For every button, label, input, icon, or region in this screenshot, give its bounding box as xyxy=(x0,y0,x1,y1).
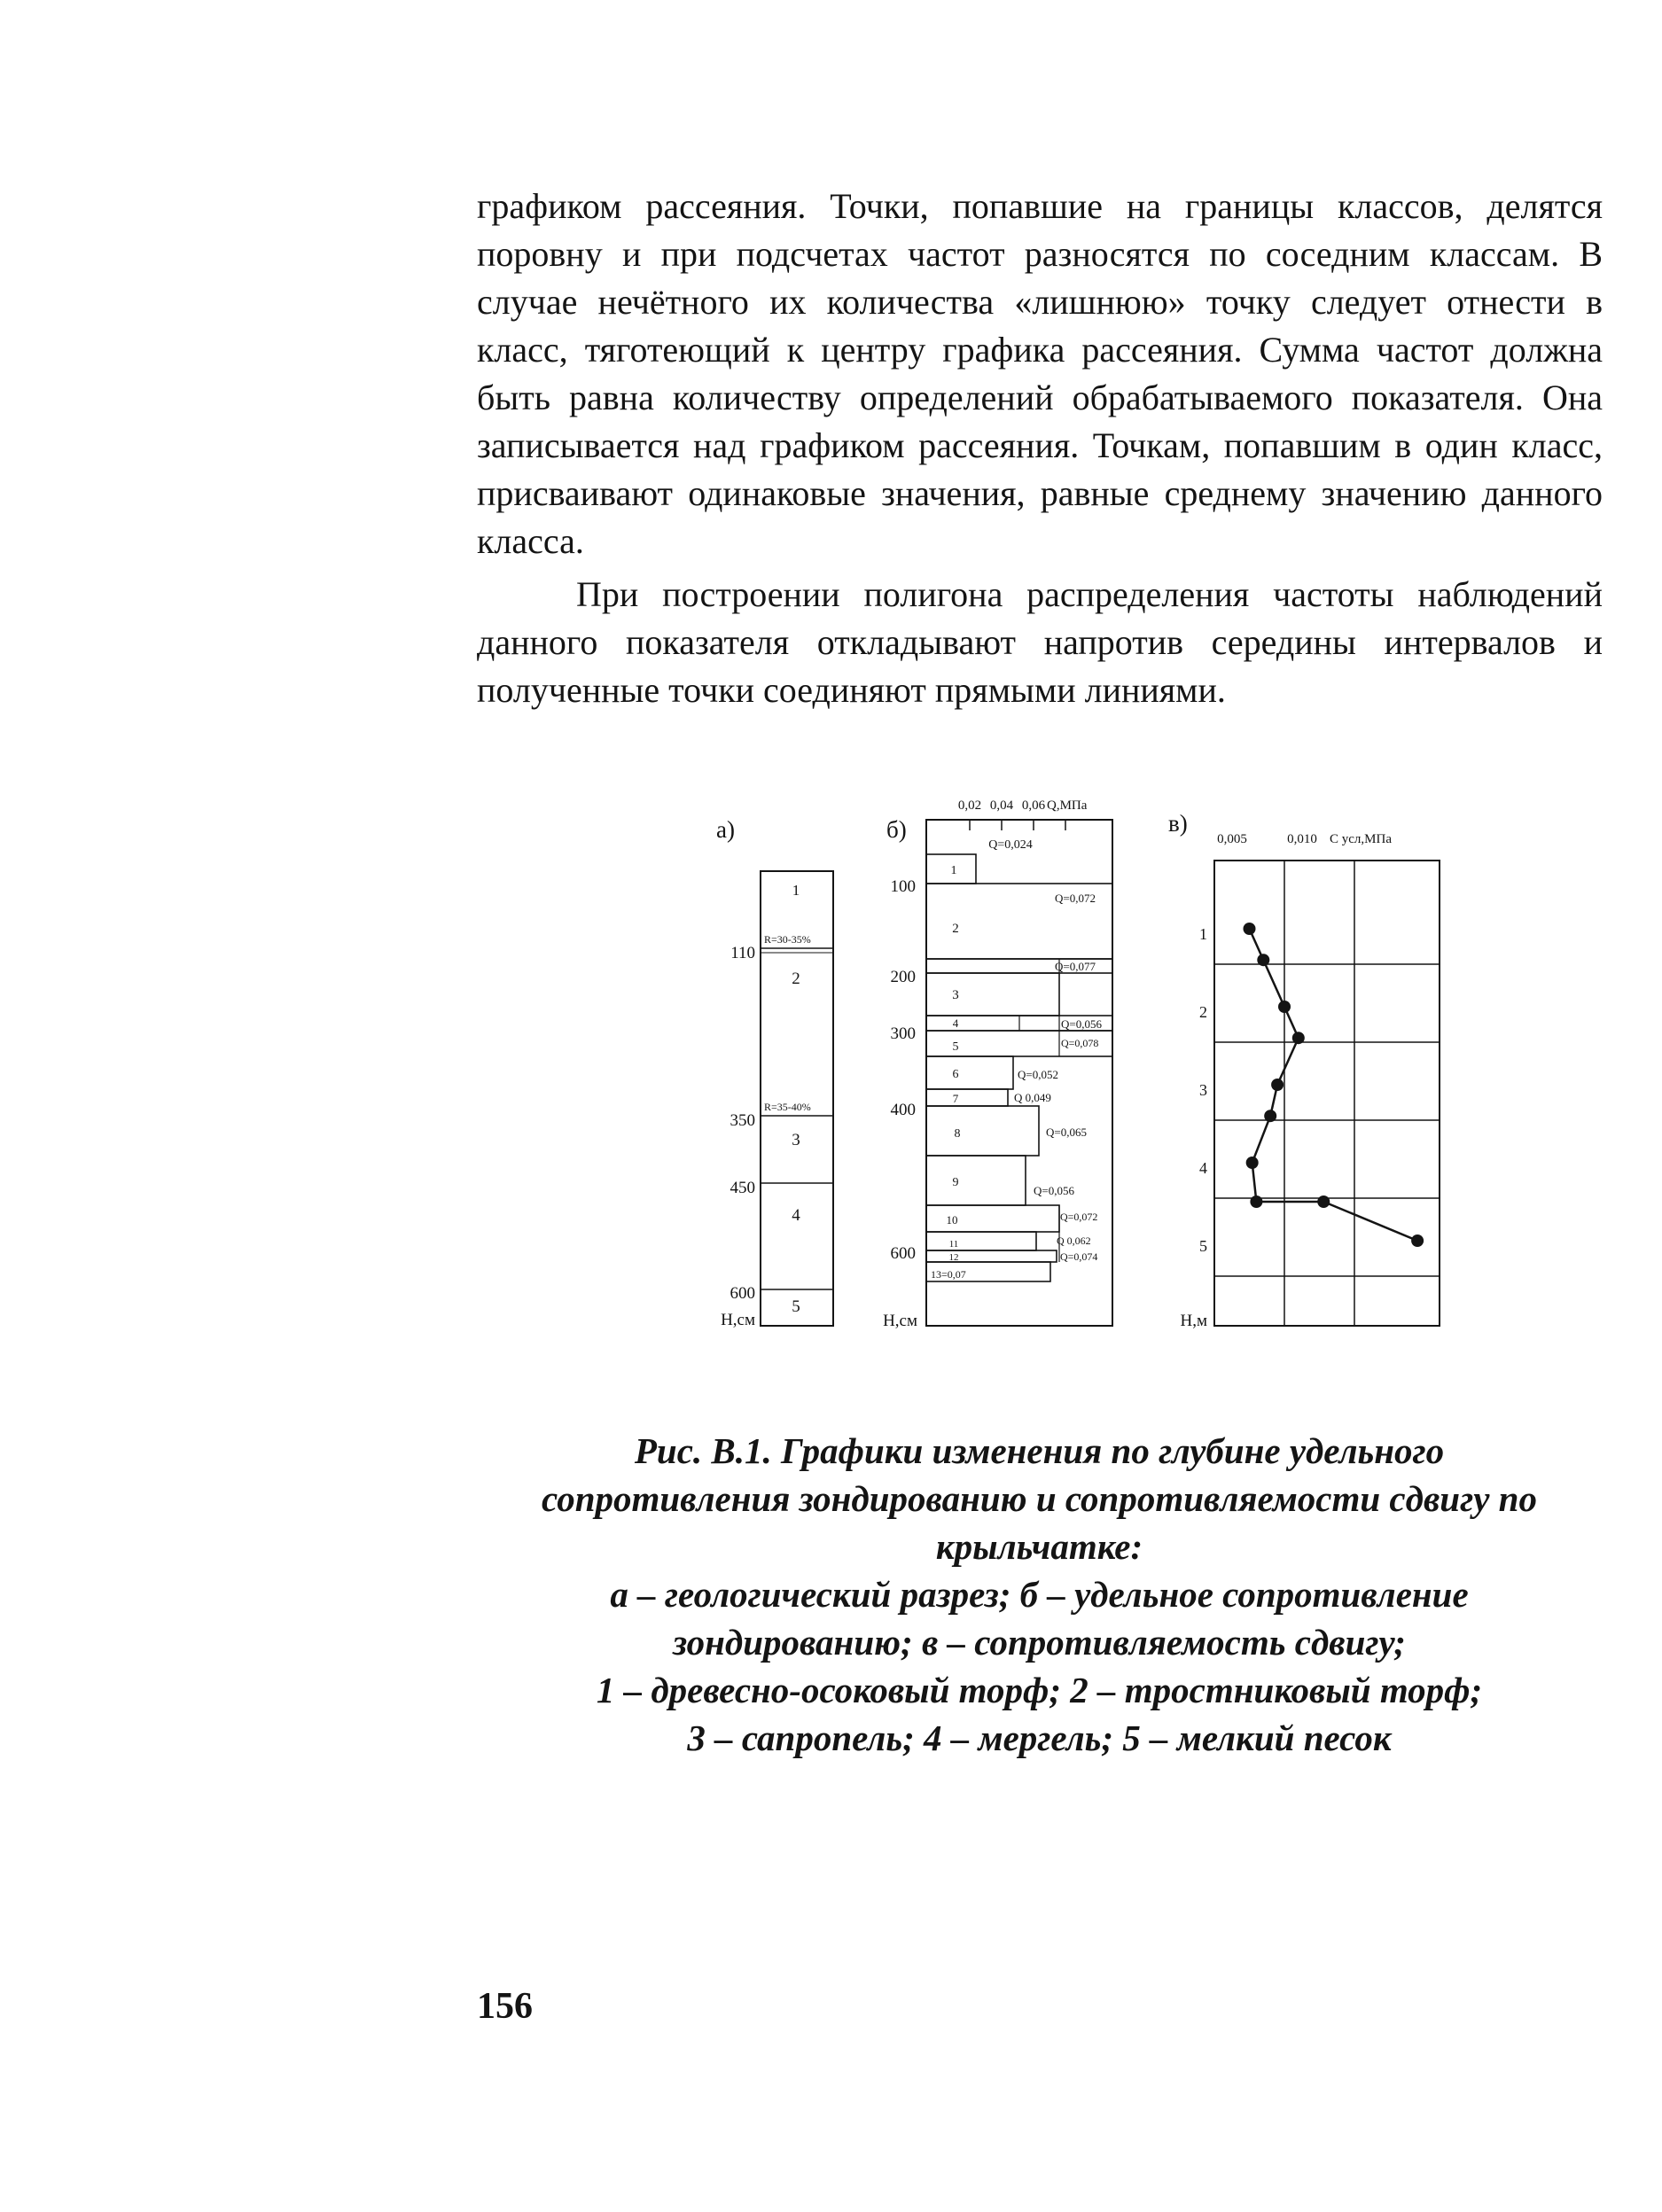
page-number: 156 xyxy=(477,1986,533,2027)
panel-b-interval-bar xyxy=(926,973,1059,1016)
panel-v-profile-point xyxy=(1271,1079,1284,1091)
panel-b-interval-bar xyxy=(926,1106,1039,1156)
panel-b-interval-number: 4 xyxy=(952,1016,959,1030)
caption-line: а – геологический разрез; б – удельное сопротивление xyxy=(610,1574,1469,1615)
panel-b-q-label: Q=0,072 xyxy=(1060,1211,1098,1223)
panel-v-profile-point xyxy=(1317,1196,1330,1208)
panel-v-profile-point xyxy=(1278,1001,1291,1013)
panel-b-x-tick: 0,02 xyxy=(957,798,982,813)
panel-v-depth-tick: 1 xyxy=(1199,925,1207,943)
panel-b-interval-number: 5 xyxy=(952,1040,959,1054)
panel-b-sounding-resistance xyxy=(883,798,1112,1330)
panel-b-interval-bar xyxy=(926,1089,1008,1106)
panel-b-q-label: Q=0,072 xyxy=(1055,892,1096,905)
panel-v-x-tick: 0,005 xyxy=(1217,832,1247,846)
panel-b-q-label: Q=0,065 xyxy=(1046,1125,1087,1139)
panel-a-layer-note: R=30-35% xyxy=(764,933,811,946)
panel-v-profile-point xyxy=(1257,954,1269,966)
caption-line: 1 – древесно-осоковый торф; 2 – тростниковый торф; xyxy=(596,1670,1483,1710)
panel-b-interval-number: 6 xyxy=(952,1068,959,1081)
panel-b-q-label: Q=0,052 xyxy=(1018,1068,1058,1081)
panel-v-x-unit: С усл,МПа xyxy=(1330,832,1392,846)
panel-b-label: б) xyxy=(886,816,907,843)
body-paragraph-2: При построении полигона распределения частоты наблюдений данного показателя откладывают напротив середины интервалов и полученные точки соединяют прямыми линиями. xyxy=(477,574,1603,710)
panel-b-q-label: Q=0,056 xyxy=(1034,1184,1074,1197)
caption-line: сопротивления зондированию и сопротивляемости сдвигу по xyxy=(542,1478,1537,1519)
caption-line: зондированию; в – сопротивляемость сдвигу; xyxy=(673,1622,1406,1663)
panel-v-profile-point xyxy=(1264,1110,1276,1122)
panel-v-depth-tick: 3 xyxy=(1199,1081,1207,1099)
panel-b-depth-label: 100 xyxy=(890,877,916,896)
panel-b-interval-number: 3 xyxy=(952,988,959,1002)
panel-v-label: в) xyxy=(1168,810,1188,837)
panel-a-geologic-section xyxy=(716,816,833,1329)
panel-b-interval-number: 8 xyxy=(954,1127,961,1141)
panel-b-q-label: Q=0,077 xyxy=(1055,960,1096,973)
panel-v-profile-point xyxy=(1246,1157,1259,1169)
panel-b-interval-number: 10 xyxy=(946,1213,958,1227)
panel-b-interval-number: 7 xyxy=(952,1092,959,1105)
panel-a-y-unit: Н,см xyxy=(721,1311,755,1329)
panel-b-q-label: Q=0,024 xyxy=(988,838,1033,852)
panel-b-q-label: Q 0,062 xyxy=(1057,1235,1091,1247)
panel-a-layer-number: 3 xyxy=(792,1131,800,1149)
panel-a-layer-number: 1 xyxy=(792,882,800,899)
panel-b-y-unit: Н,см xyxy=(883,1312,917,1330)
panel-v-depth-tick: 5 xyxy=(1199,1237,1207,1255)
panel-b-interval-number: 9 xyxy=(952,1176,959,1189)
panel-b-interval-number: 12 xyxy=(948,1252,959,1263)
panel-b-q-label: Q=0,056 xyxy=(1061,1017,1102,1031)
panel-b-interval-bar xyxy=(926,1056,1013,1089)
panel-b-depth-label: 300 xyxy=(890,1024,916,1043)
panel-a-layer-number: 5 xyxy=(792,1297,800,1316)
panel-b-depth-label: 400 xyxy=(890,1101,916,1119)
panel-v-profile-point xyxy=(1411,1235,1424,1247)
panel-b-depth-label: 200 xyxy=(890,968,916,986)
caption-line: Рис. В.1. Графики изменения по глубине удельного xyxy=(634,1430,1445,1471)
figure-caption xyxy=(479,1427,1600,1762)
panel-b-x-tick: 0,04 xyxy=(989,798,1014,813)
panel-a-depth-label: 110 xyxy=(730,944,755,962)
panel-v-y-unit: Н,м xyxy=(1180,1312,1207,1330)
panel-b-interval-bar xyxy=(926,1156,1026,1205)
panel-b-interval-number: 1 xyxy=(950,864,957,877)
panel-b-interval-number: 11 xyxy=(948,1239,959,1250)
panel-a-label: а) xyxy=(716,816,735,843)
panel-b-q-label: Q=0,078 xyxy=(1061,1037,1099,1049)
panel-b-depth-label: 600 xyxy=(890,1244,916,1263)
caption-line: 3 – сапропель; 4 – мергель; 5 – мелкий песок xyxy=(687,1717,1392,1758)
panel-v-profile-point xyxy=(1292,1032,1305,1044)
panel-v-depth-tick: 4 xyxy=(1199,1159,1207,1177)
panel-a-layer-number: 4 xyxy=(792,1206,800,1225)
panel-v-profile-point xyxy=(1244,923,1256,935)
panel-b-interval-bar xyxy=(926,1250,1057,1262)
panel-v-profile-point xyxy=(1250,1196,1262,1208)
panel-a-layer-note: R=35-40% xyxy=(764,1101,811,1113)
panel-b-x-tick: 0,06 xyxy=(1021,798,1046,813)
body-paragraph-1: графиком рассеяния. Точки, попавшие на границы классов, делятся поровну и при подсчетах частот разносятся по соседним классам. В случае нечётного их количества «лишнюю» точку следует отнести в класс, тяготеющий к центру графика рассеяния. Сумма частот должна быть равна количеству определений обрабатываемого показателя. Она записывается над графиком рассеяния. Точкам, попавшим в один класс, присваивают одинаковые значения, равные среднему значению данного класса. xyxy=(477,186,1603,561)
panel-b-q-label: Q 0,049 xyxy=(1014,1091,1051,1104)
panel-v-depth-tick: 2 xyxy=(1199,1003,1207,1021)
panel-a-layer-number: 2 xyxy=(792,970,800,988)
panel-b-q-label: Q=0,074 xyxy=(1060,1250,1098,1263)
panel-a-depth-label: 600 xyxy=(730,1284,755,1303)
panel-v-shear-resistance xyxy=(1168,810,1440,1330)
panel-v-x-tick: 0,010 xyxy=(1287,832,1317,846)
caption-line: крыльчатке: xyxy=(935,1526,1143,1567)
panel-a-depth-label: 350 xyxy=(730,1111,755,1130)
panel-b-x-unit: Q,МПа xyxy=(1047,798,1088,813)
panel-b-interval-bar xyxy=(926,1232,1036,1250)
panel-b-interval-number: 2 xyxy=(952,922,959,936)
panel-b-q-label: 13=0,07 xyxy=(931,1268,966,1281)
panel-a-depth-label: 450 xyxy=(730,1179,755,1197)
